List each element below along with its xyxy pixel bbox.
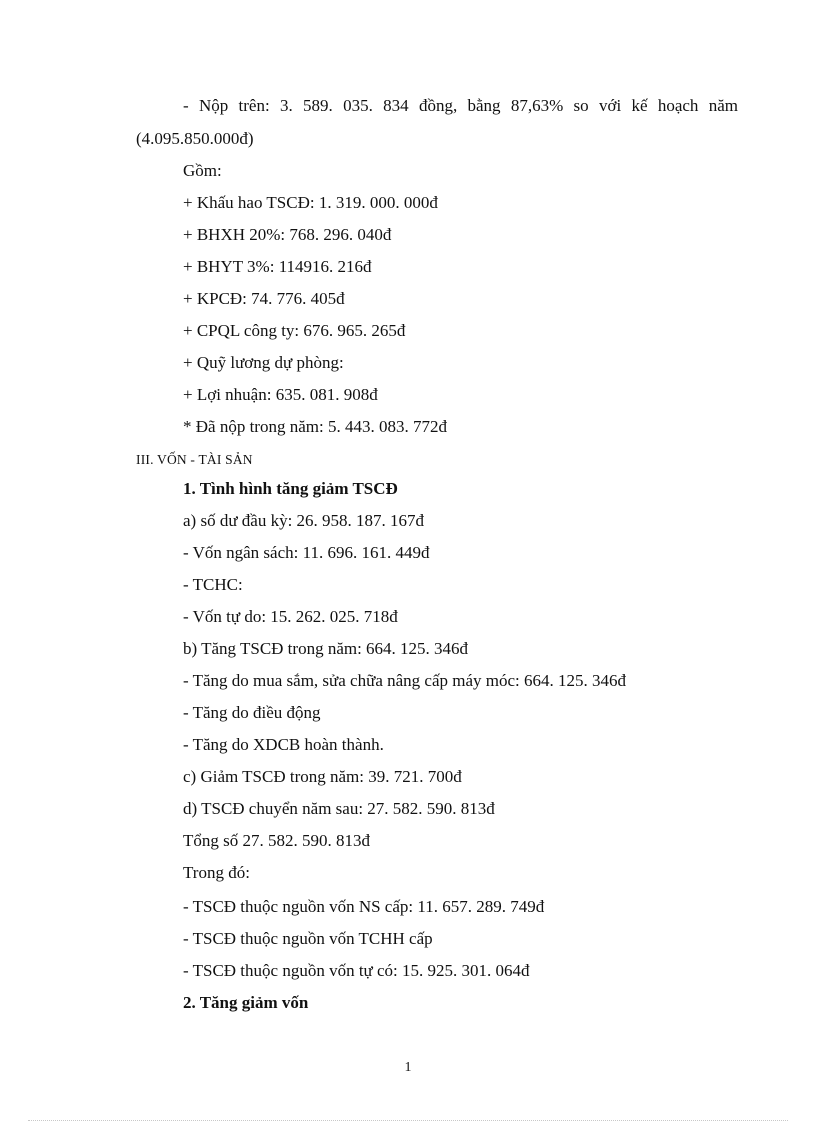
list-item: - Vốn ngân sách: 11. 696. 161. 449đ [183, 543, 430, 562]
list-item: + BHYT 3%: 114916. 216đ [183, 257, 372, 276]
list-item: - Vốn tự do: 15. 262. 025. 718đ [183, 607, 398, 626]
subsection-heading: 1. Tình hình tăng giảm TSCĐ [183, 479, 398, 498]
list-item: - TSCĐ thuộc nguồn vốn NS cấp: 11. 657. 289. 749đ [183, 897, 545, 916]
paragraph-nop-tren: - Nộp trên: 3. 589. 035. 834 đồng, bằng 87,63% so với kế hoạch năm [183, 96, 738, 115]
list-item: Trong đó: [183, 863, 250, 882]
list-item: d) TSCĐ chuyển năm sau: 27. 582. 590. 813đ [183, 799, 495, 818]
text-gom: Gồm: [183, 161, 222, 180]
section-heading: III. VỐN - TÀI SẢN [136, 452, 253, 467]
list-item: * Đã nộp trong năm: 5. 443. 083. 772đ [183, 417, 447, 436]
list-item: - Tăng do mua sắm, sửa chữa nâng cấp máy móc: 664. 125. 346đ [183, 671, 627, 690]
list-item: + CPQL công ty: 676. 965. 265đ [183, 321, 406, 340]
list-item: - TCHC: [183, 575, 243, 594]
list-item: - TSCĐ thuộc nguồn vốn tự có: 15. 925. 301. 064đ [183, 961, 530, 980]
list-item: + KPCĐ: 74. 776. 405đ [183, 289, 345, 308]
list-item: + Quỹ lương dự phòng: [183, 353, 344, 372]
page-number: 1 [404, 1060, 412, 1075]
page-bottom-divider [28, 1120, 788, 1121]
list-item: Tổng số 27. 582. 590. 813đ [183, 831, 370, 850]
list-item: b) Tăng TSCĐ trong năm: 664. 125. 346đ [183, 639, 469, 658]
list-item: + Lợi nhuận: 635. 081. 908đ [183, 385, 378, 404]
list-item: c) Giảm TSCĐ trong năm: 39. 721. 700đ [183, 767, 462, 786]
paragraph-nop-tren-continued: (4.095.850.000đ) [136, 129, 254, 148]
list-item: + BHXH 20%: 768. 296. 040đ [183, 225, 392, 244]
list-item: - Tăng do điều động [183, 703, 321, 722]
list-item: a) số dư đầu kỳ: 26. 958. 187. 167đ [183, 511, 425, 530]
list-item: + Khấu hao TSCĐ: 1. 319. 000. 000đ [183, 193, 438, 212]
list-item: - Tăng do XDCB hoàn thành. [183, 735, 384, 754]
list-item: - TSCĐ thuộc nguồn vốn TCHH cấp [183, 929, 433, 948]
subsection-heading: 2. Tăng giảm vốn [183, 993, 309, 1012]
